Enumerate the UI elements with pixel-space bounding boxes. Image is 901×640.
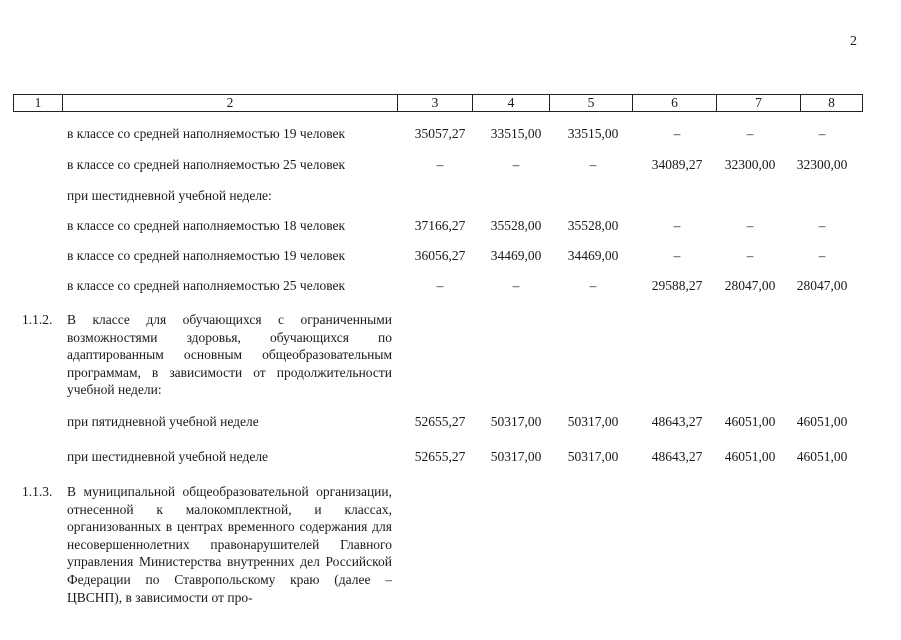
header-col-4: 4 xyxy=(473,95,550,111)
section-text: В классе для обучающихся с ограниченными возможностями здоровья, обучающихся по адаптированным основным общеобразовательным программам, в зависимости от продолжительности учебной недели: xyxy=(67,312,392,398)
cell-col-8: – xyxy=(818,248,826,263)
table-row xyxy=(0,246,901,266)
table-row xyxy=(0,155,901,175)
header-col-6: 6 xyxy=(633,95,717,111)
cell-col-8: – xyxy=(818,126,826,141)
row-label: при шестидневной учебной неделе: xyxy=(67,188,272,203)
cell-col-4: 33515,00 xyxy=(490,126,542,141)
cell-col-3: 35057,27 xyxy=(414,126,466,141)
header-col-2: 2 xyxy=(63,95,398,111)
cell-col-8: 28047,00 xyxy=(796,278,848,293)
cell-col-5: – xyxy=(589,157,597,172)
header-col-5: 5 xyxy=(550,95,633,111)
table-row xyxy=(0,186,901,206)
header-col-3: 3 xyxy=(398,95,473,111)
header-col-8: 8 xyxy=(828,95,835,110)
page-number: 2 xyxy=(850,34,857,49)
header-col-1: 1 xyxy=(14,95,63,111)
cell-col-8: 32300,00 xyxy=(796,157,848,172)
cell-col-4: 50317,00 xyxy=(490,449,542,464)
cell-col-7: – xyxy=(746,218,754,233)
table-row xyxy=(0,412,901,432)
cell-col-8: 46051,00 xyxy=(796,449,848,464)
cell-col-7: – xyxy=(746,126,754,141)
cell-col-5: 50317,00 xyxy=(567,414,619,429)
cell-col-4: – xyxy=(512,278,520,293)
cell-col-3: – xyxy=(436,278,444,293)
cell-col-4: 34469,00 xyxy=(490,248,542,263)
cell-col-4: 50317,00 xyxy=(490,414,542,429)
cell-col-8: – xyxy=(818,218,826,233)
cell-col-6: 48643,27 xyxy=(651,449,703,464)
cell-col-6: 34089,27 xyxy=(651,157,703,172)
cell-col-6: – xyxy=(673,248,681,263)
cell-col-3: 37166,27 xyxy=(414,218,466,233)
row-label: в классе со средней наполняемостью 25 человек xyxy=(67,157,346,172)
table-row xyxy=(0,216,901,236)
row-label: в классе со средней наполняемостью 19 человек xyxy=(67,248,346,263)
cell-col-5: 50317,00 xyxy=(567,449,619,464)
cell-col-6: – xyxy=(673,218,681,233)
cell-col-4: 35528,00 xyxy=(490,218,542,233)
cell-col-7: 46051,00 xyxy=(724,414,776,429)
cell-col-3: 52655,27 xyxy=(414,449,466,464)
row-label: в классе со средней наполняемостью 18 человек xyxy=(67,218,346,233)
cell-col-4: – xyxy=(512,157,520,172)
cell-col-3: 52655,27 xyxy=(414,414,466,429)
cell-col-7: 46051,00 xyxy=(724,449,776,464)
cell-col-5: 35528,00 xyxy=(567,218,619,233)
table-header-row xyxy=(13,94,863,112)
cell-col-7: – xyxy=(746,248,754,263)
cell-col-3: 36056,27 xyxy=(414,248,466,263)
row-label: в классе со средней наполняемостью 19 человек xyxy=(67,126,346,141)
row-label: в классе со средней наполняемостью 25 человек xyxy=(67,278,346,293)
cell-col-5: 33515,00 xyxy=(567,126,619,141)
cell-col-8: 46051,00 xyxy=(796,414,848,429)
cell-col-5: – xyxy=(589,278,597,293)
cell-col-6: – xyxy=(673,126,681,141)
cell-col-7: 32300,00 xyxy=(724,157,776,172)
section-text: В муниципальной общеобразовательной организации, отнесенной к малокомплектной, и классах, организованных в центрах временного содержания для несовершеннолетних правонарушителей Главного управления Министерства внутренних дел Российской Федерации по Ставропольскому краю (далее – ЦВСНП), в зависимости от про- xyxy=(67,484,392,605)
row-label: при пятидневной учебной неделе xyxy=(67,414,259,429)
row-label: при шестидневной учебной неделе xyxy=(67,449,269,464)
cell-col-6: 29588,27 xyxy=(651,278,703,293)
section-number: 1.1.2. xyxy=(22,312,53,327)
section-number: 1.1.3. xyxy=(22,484,53,499)
cell-col-7: 28047,00 xyxy=(724,278,776,293)
table-row xyxy=(0,447,901,467)
table-row xyxy=(0,276,901,296)
cell-col-5: 34469,00 xyxy=(567,248,619,263)
table-row xyxy=(0,124,901,144)
cell-col-6: 48643,27 xyxy=(651,414,703,429)
cell-col-3: – xyxy=(436,157,444,172)
header-col-7: 7 xyxy=(717,95,801,111)
